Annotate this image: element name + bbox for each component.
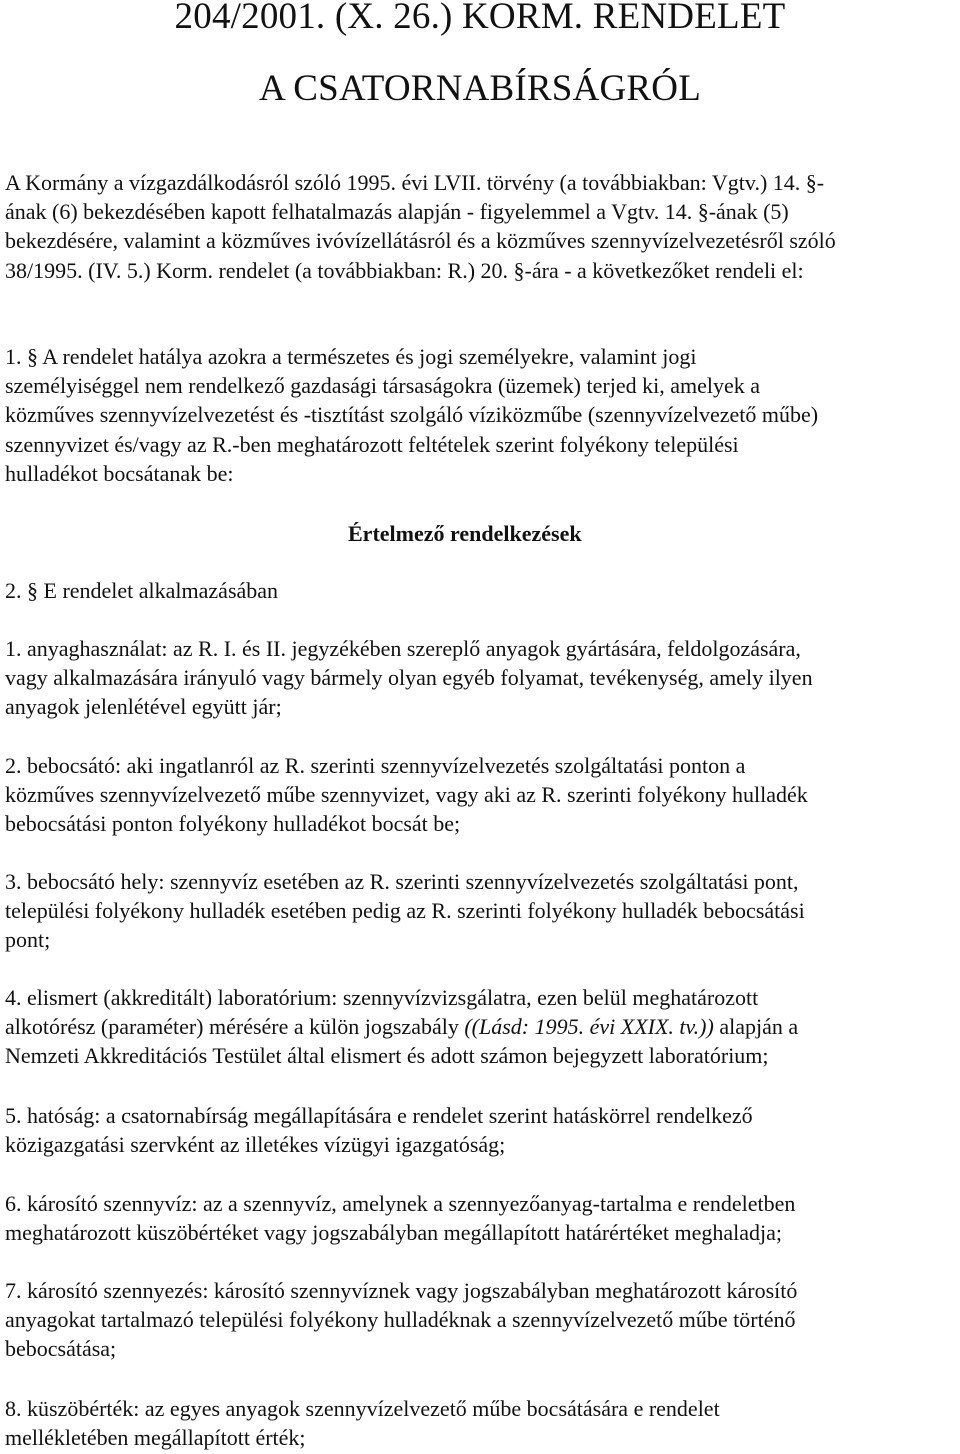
definition-line: meghatározott küszöbértéket vagy jogszabályban megállapított határértéket meghaladja;: [5, 1220, 783, 1246]
preamble-line: A Kormány a vízgazdálkodásról szóló 1995. évi LVII. törvény (a továbbiakban: Vgtv.) 14. §-: [5, 170, 825, 195]
definition-8: [5, 1394, 955, 1452]
preamble-line: 38/1995. (IV. 5.) Korm. rendelet (a továbbiakban: R.) 20. §-ára - a következőket rendeli el:: [5, 257, 804, 283]
document-title: 204/2001. (X. 26.) KORM. RENDELET: [174, 0, 786, 37]
definition-line: bebocsátása;: [5, 1336, 117, 1362]
definition-3: [5, 867, 955, 955]
definition-line: pont;: [5, 927, 51, 953]
definition-7: [5, 1276, 955, 1364]
legal-reference-italic: ((Lásd: 1995. évi XXIX. tv.)): [464, 1014, 714, 1040]
definition-line: mellékletében megállapított érték;: [5, 1425, 306, 1451]
section-1-line: hulladékot bocsátanak be:: [5, 460, 234, 486]
definition-text: alapján a: [713, 1014, 799, 1040]
section-2-intro: [5, 576, 955, 605]
section-1-line: közműves szennyvízelvezetést és -tisztítást szolgáló víziközműbe (szennyvízelvezető műbe): [5, 402, 819, 428]
definition-line: 7. károsító szennyezés: károsító szennyvíznek vagy jogszabályban meghatározott károsító: [5, 1278, 798, 1303]
definition-line: 4. elismert (akkreditált) laboratórium: szennyvízvizsgálatra, ezen belül meghatározott: [5, 985, 759, 1010]
section-1-line: személyiséggel nem rendelkező gazdasági társaságokra (üzemek) terjed ki, amelyek a: [5, 373, 760, 399]
definition-line: Nemzeti Akkreditációs Testület által elismert és adott számon bejegyzett laboratórium;: [5, 1043, 769, 1069]
definition-line: 8. küszöbérték: az egyes anyagok szennyvízelvezető műbe bocsátására e rendelet: [5, 1396, 720, 1421]
definition-1: [5, 634, 955, 722]
definition-line: települési folyékony hulladék esetében pedig az R. szerinti folyékony hulladék bebocsátási: [5, 898, 805, 924]
definition-6: [5, 1189, 955, 1247]
preamble-line: ának (6) bekezdésében kapott felhatalmazás alapján - figyelemmel a Vgtv. 14. §-ának (5): [5, 199, 789, 225]
section-heading: Értelmező rendelkezések: [348, 521, 582, 546]
section-1-line: 1. § A rendelet hatálya azokra a természetes és jogi személyekre, valamint jogi: [5, 344, 697, 369]
definition-2: [5, 751, 955, 839]
definition-line: anyagok jelenlétével együtt jár;: [5, 694, 282, 720]
definition-line: 2. bebocsátó: aki ingatlanról az R. szerinti szennyvízelvezetés szolgáltatási ponton a: [5, 753, 746, 778]
section-2-line: 2. § E rendelet alkalmazásában: [5, 578, 279, 603]
definition-line: közműves szennyvízelvezető műbe szennyvizet, vagy aki az R. szerinti folyékony hulladék: [5, 782, 808, 808]
definition-line: bebocsátási ponton folyékony hulladékot bocsát be;: [5, 811, 461, 837]
section-1-line: szennyvizet és/vagy az R.-ben meghatározott feltételek szerint folyékony települési: [5, 431, 739, 457]
definition-4: [5, 983, 955, 1071]
definition-line: [5, 1012, 955, 1041]
definition-line: 3. bebocsátó hely: szennyvíz esetében az R. szerinti szennyvízelvezetés szolgáltatási pont,: [5, 869, 799, 894]
definition-line: 1. anyaghasználat: az R. I. és II. jegyzékében szereplő anyagok gyártására, feldolgozására,: [5, 636, 801, 661]
definition-line: anyagokat tartalmazó települési folyékony hulladéknak a szennyvízelvezető műbe történő: [5, 1307, 796, 1333]
definition-line: közigazgatási szervként az illetékes vízügyi igazgatóság;: [5, 1132, 506, 1158]
preamble-line: bekezdésére, valamint a közműves ivóvízellátásról és a közműves szennyvízelvezetésről szóló: [5, 228, 836, 254]
definition-text: alkotórész (paraméter) mérésére a külön jogszabály: [5, 1014, 465, 1040]
definition-line: 5. hatóság: a csatornabírság megállapítására e rendelet szerint hatáskörrel rendelkező: [5, 1103, 753, 1128]
preamble-paragraph: [5, 168, 955, 285]
section-1-paragraph: [5, 342, 955, 488]
document-subtitle: A CSATORNABÍRSÁGRÓL: [258, 68, 702, 109]
definition-line: vagy alkalmazására irányuló vagy bármely olyan egyéb folyamat, tevékenység, amely ilyen: [5, 665, 813, 691]
definition-5: [5, 1101, 955, 1159]
definition-line: 6. károsító szennyvíz: az a szennyvíz, amelynek a szennyezőanyag-tartalma e rendeletben: [5, 1191, 796, 1216]
